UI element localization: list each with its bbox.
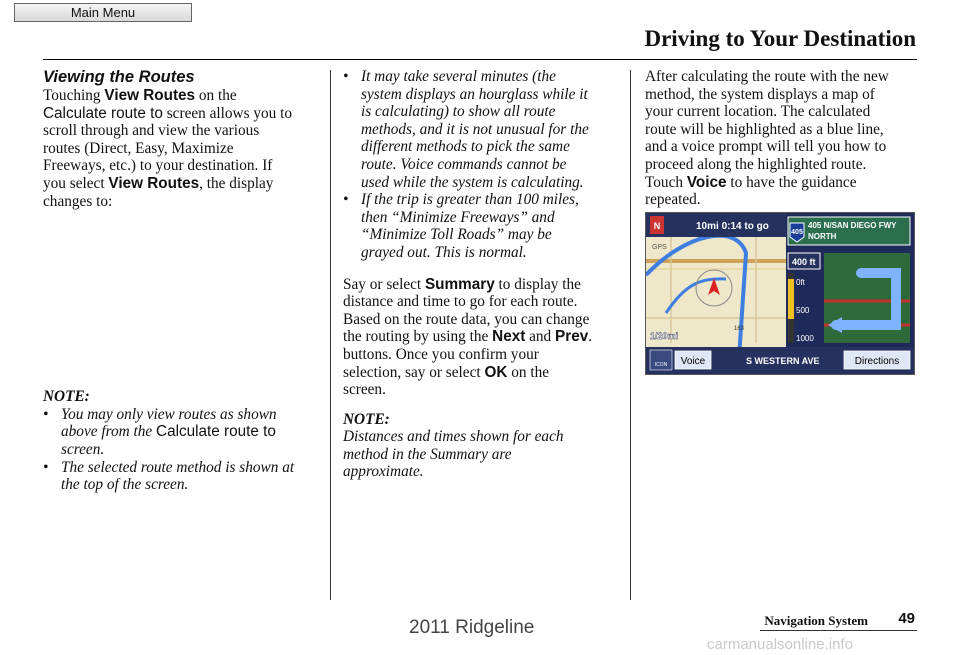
distance-tick: 500 [796,306,810,315]
info-bullet: • It may take several minutes (the system displays an hourglass while it is calculating) to show all route methods, and it is not unusual for the different methods to pick the same route. Voice commands cannot be used while the system is calculating. [343,68,589,191]
distance-tick: 0ft [796,278,805,287]
info-bullet: • If the trip is greater than 100 miles, then “Minimize Freeways” and “Minimize Toll Roads” may be grayed out. This is normal. [343,191,579,261]
note-bullet: • The selected route method is shown at the top of the screen. [43,458,295,494]
distance-time-readout: 10mi 0:14 to go [696,221,769,232]
distance-bar-fill [788,279,794,319]
main-menu-button[interactable]: Main Menu [14,3,192,22]
gps-label: GPS [652,244,667,251]
note-text: Distances and times shown for each method in the Summary are approximate. [343,428,564,481]
note-bullet: • You may only view routes as shown above from the Calculate route to screen. [43,405,277,458]
guidance-paragraph: After calculating the route with the new method, the system displays a map of your current location. The calculated route will be highlighted as a blue line, and a voice prompt will tell you how to proceed along the highlighted route. Touch Voice to have the guidance repeated. [645,68,889,209]
freeway-shield-number: 405 [791,229,803,236]
title-rule [43,59,917,60]
site-watermark: carmanualsonline.info [707,636,853,653]
footer-rule [760,630,917,631]
column-divider [330,70,331,600]
summary-paragraph: Say or select Summary to display the distance and time to go for each route. Based on the route data, you can change the routing by using the Next and Prev. buttons. Once you confirm your selection, say or select OK on the screen. [343,275,593,399]
route-marker: 163 [734,326,745,332]
icon-button-label: ICON [654,362,668,368]
intro-paragraph: Touching View Routes on the Calculate route to screen allows you to scroll through and view the various routes (Direct, Easy, Maximize Freeways, etc.) to your destination. If you select View Routes, the display changes to: [43,87,293,210]
page-number: 49 [898,610,915,627]
sign-line-2: NORTH [808,232,837,241]
column-3 [645,68,925,209]
column-divider [630,70,631,600]
distance-tick: 1000 [796,334,814,343]
page-title: Driving to Your Destination [644,26,916,51]
directions-button-label: Directions [854,356,900,367]
map-scale: 1/20mi [650,331,679,341]
current-street: S WESTERN AVE [746,356,820,366]
note-label: NOTE: [343,410,390,428]
footer-section-name: Navigation System [764,613,868,628]
compass-label: N [653,221,661,231]
section-heading: Viewing the Routes [43,68,195,86]
note-label: NOTE: [43,388,90,406]
voice-button-label: Voice [680,356,706,367]
column-2 [343,68,623,481]
column-1 [43,68,323,494]
sign-line-1: 405 N/SAN DIEGO FWY [808,221,897,230]
distance-to-turn: 400 ft [792,257,816,267]
navigation-screen-image [645,212,915,375]
model-watermark: 2011 Ridgeline [409,617,535,638]
